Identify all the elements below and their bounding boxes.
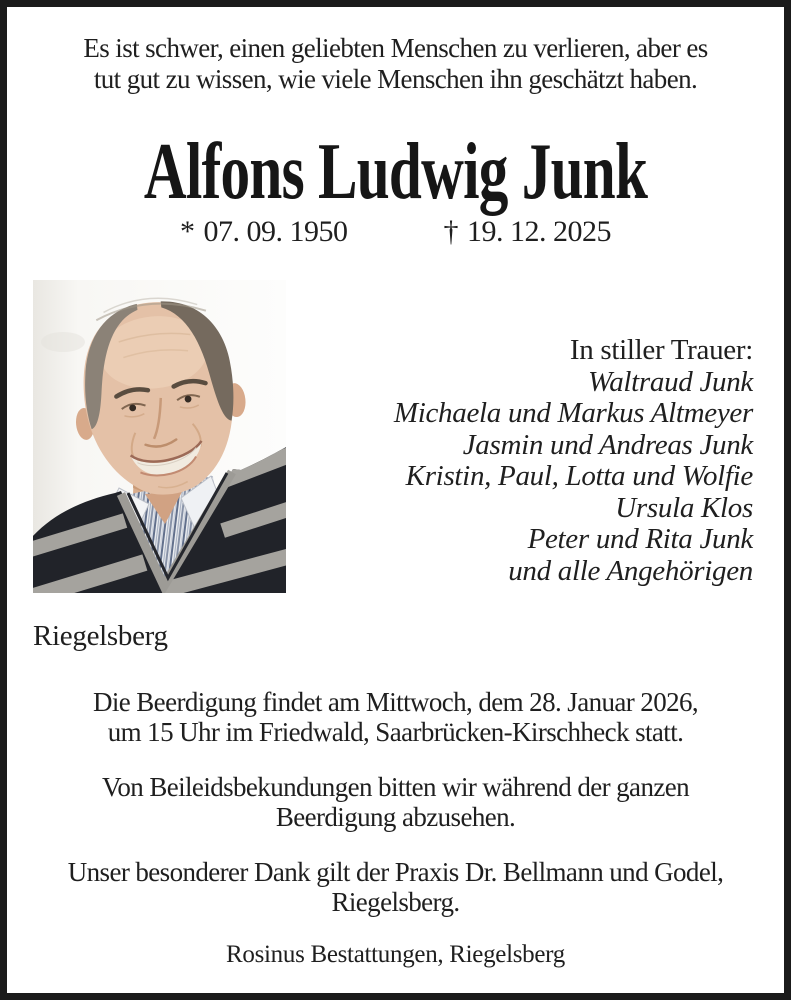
opening-text-line-1: Es ist schwer, einen geliebten Menschen zu verlieren, aber es — [83, 33, 708, 63]
mourner-name: Peter und Rita Junk — [527, 523, 753, 555]
portrait-photo-illustration — [33, 280, 286, 593]
city-name: Riegelsberg — [33, 620, 168, 652]
died-cross-icon: † — [443, 215, 458, 248]
mourner-name: Jasmin und Andreas Junk — [462, 428, 753, 461]
mourner-name: Ursula Klos — [615, 491, 753, 524]
mourner-name: und alle Angehörigen — [508, 554, 753, 587]
mourner-name: Waltraud Junk — [588, 365, 753, 398]
deceased-name: Alfons Ludwig Junk — [143, 128, 648, 216]
opening-text-line-2: tut gut zu wissen, wie viele Menschen ihn geschätzt haben. — [93, 64, 698, 94]
mourner-name: Michaela und Markus Altmeyer — [393, 397, 753, 429]
thanks-line-2: Riegelsberg. — [331, 887, 460, 917]
death-date: 19. 12. 2025 — [467, 215, 611, 248]
death-date-item — [444, 215, 612, 249]
condolence-paragraph — [7, 772, 784, 832]
birth-date-item — [180, 215, 348, 249]
birth-date: 07. 09. 1950 — [203, 215, 348, 248]
mourner-name: Kristin, Paul, Lotta und Wolfie — [405, 460, 753, 492]
condolence-line-1: Von Beileidsbekundungen bitten wir während der ganzen — [101, 772, 690, 802]
born-star-icon: * — [180, 215, 195, 248]
funeral-home-name: Rosinus Bestattungen, Riegelsberg — [226, 941, 565, 968]
thanks-line-1: Unser besonderer Dank gilt der Praxis Dr. Bellmann und Godel, — [67, 857, 724, 887]
mourning-intro: In stiller Trauer: — [569, 334, 753, 366]
funeral-info-line-2: um 15 Uhr im Friedwald, Saarbrücken-Kirschheck statt. — [107, 717, 684, 747]
funeral-info-paragraph — [7, 687, 784, 747]
mourners-block — [394, 335, 753, 587]
life-dates — [7, 215, 784, 249]
opening-text — [7, 33, 784, 95]
thanks-paragraph — [7, 857, 784, 917]
funeral-info-line-1: Die Beerdigung findet am Mittwoch, dem 28. Januar 2026, — [92, 687, 699, 717]
portrait-photo — [33, 280, 286, 593]
condolence-line-2: Beerdigung abzusehen. — [275, 802, 516, 832]
